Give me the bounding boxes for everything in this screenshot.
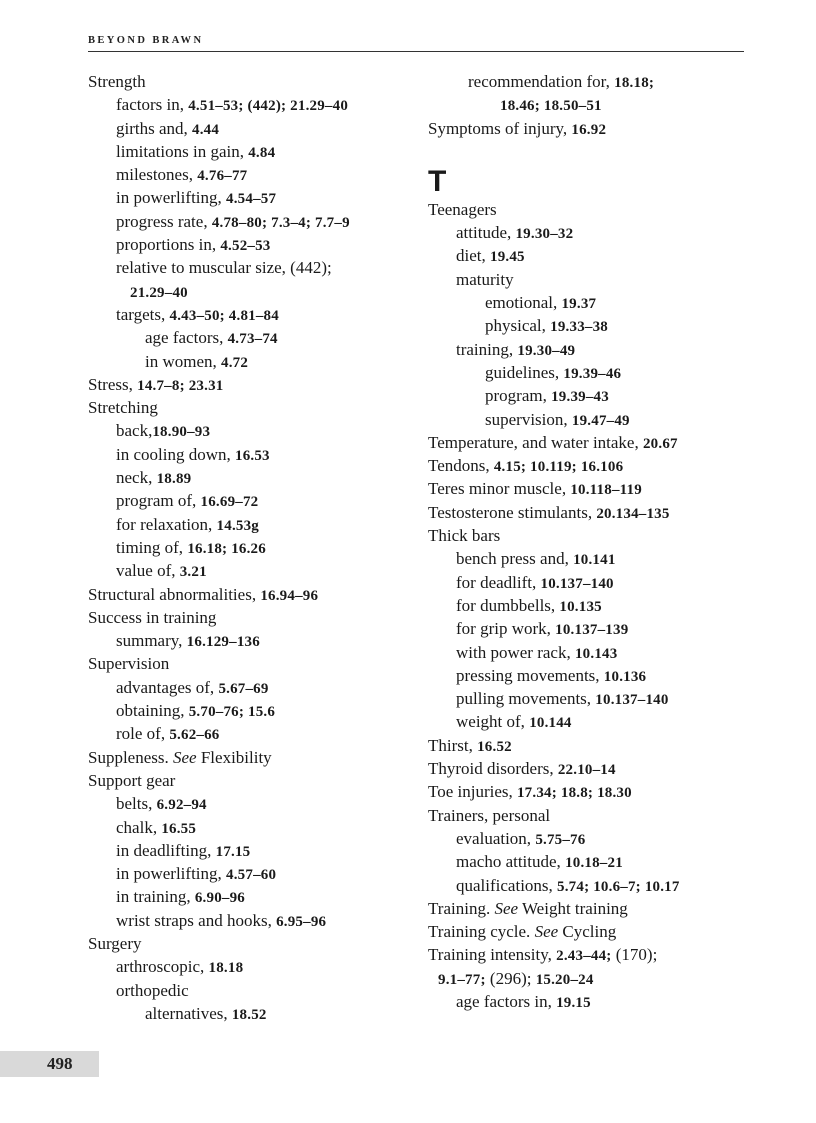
page-locator: 16.52 (477, 738, 512, 755)
index-term: guidelines, (485, 362, 564, 382)
index-entry (88, 326, 418, 349)
page-locator: 4.78–80; 7.3–4; 7.7–9 (211, 214, 350, 231)
index-term: Teenagers (428, 199, 497, 219)
page-locator: 14.53g (216, 517, 259, 534)
page-locator: 18.18; (614, 75, 655, 91)
index-term: for grip work, (456, 619, 556, 639)
index-term: alternatives, (145, 1003, 232, 1023)
index-term: bench press and, (456, 549, 574, 569)
index-term: Testosterone stimulants, (428, 502, 597, 522)
page-locator: 17.15 (215, 843, 251, 860)
page-locator: 20.67 (642, 435, 678, 452)
index-entry (88, 140, 418, 163)
page-locator: 18.89 (156, 471, 192, 488)
index-entry (428, 641, 744, 664)
index-term: age factors in, (456, 991, 557, 1011)
index-entry (428, 93, 744, 116)
index-entry (88, 722, 418, 745)
page-number: 498 (47, 1054, 73, 1073)
index-column-left (88, 70, 418, 1025)
index-term: Teres minor muscle, (428, 479, 571, 499)
index-entry (428, 571, 744, 594)
index-term: Tendons, (428, 456, 494, 476)
page-locator: 14.7–8; 23.31 (137, 377, 224, 394)
index-entry (88, 117, 418, 140)
index-entry (428, 314, 744, 337)
page-locator: 18.46; 18.50–51 (500, 98, 602, 115)
index-term: for relaxation, (116, 514, 217, 534)
index-term: in deadlifting, (116, 840, 216, 860)
index-group-s-continued (428, 70, 744, 140)
index-entry (88, 163, 418, 186)
index-term: Thirst, (428, 735, 478, 755)
index-entry (428, 827, 744, 850)
index-entry (88, 256, 418, 279)
index-entry (428, 734, 744, 757)
index-entry (88, 396, 418, 419)
index-term: belts, (116, 794, 157, 814)
index-entry (88, 862, 418, 885)
index-term: chalk, (116, 817, 162, 837)
section-letter-heading: T (428, 164, 447, 198)
index-term: Training intensity, (428, 945, 557, 965)
index-entry (428, 664, 744, 687)
index-entry (428, 920, 744, 943)
index-term: macho attitude, (456, 852, 566, 872)
index-entry (88, 233, 418, 256)
page-locator: 6.95–96 (276, 913, 327, 930)
index-term: advantages of, (116, 677, 219, 697)
page-locator: 22.10–14 (557, 762, 616, 779)
index-entry (428, 804, 744, 827)
page-locator: 16.55 (161, 820, 197, 837)
page-locator: 4.73–74 (227, 331, 278, 348)
index-term: Strength (88, 72, 146, 91)
index-term: Structural abnormalities, (88, 584, 261, 604)
index-entry (88, 280, 418, 303)
page-locator: 10.137–140 (595, 692, 669, 709)
index-entry (428, 454, 744, 477)
index-term: attitude, (456, 223, 516, 243)
index-term: Symptoms of injury, (428, 118, 572, 138)
index-term: proportions in, (116, 235, 221, 255)
page-locator: 4.54–57 (226, 191, 277, 208)
page-locator: 5.67–69 (218, 680, 269, 697)
index-term: relative to muscular size, (442); (116, 258, 332, 278)
index-term: emotional, (485, 293, 562, 313)
page-locator: 16.18; 16.26 (187, 540, 266, 557)
see-reference: See (494, 898, 519, 918)
index-entry (88, 699, 418, 722)
index-term: Thyroid disorders, (428, 759, 558, 779)
page-locator: 18.90–93 (152, 424, 211, 441)
page-locator: 6.92–94 (156, 797, 207, 814)
index-column-right (428, 70, 744, 1013)
index-entry (428, 687, 744, 710)
index-term: in women, (145, 351, 222, 371)
index-entry (88, 303, 418, 326)
index-entry (88, 955, 418, 978)
index-entry (88, 839, 418, 862)
index-term: in powerlifting, (116, 188, 227, 208)
index-entry (88, 1002, 418, 1025)
index-entry (428, 477, 744, 500)
index-term: with power rack, (456, 642, 575, 662)
index-term: pressing movements, (456, 665, 604, 685)
index-term: evaluation, (456, 828, 536, 848)
index-entry (428, 501, 744, 524)
index-entry (88, 792, 418, 815)
index-entry (88, 210, 418, 233)
index-term-continued: Weight training (518, 898, 628, 918)
page-locator: 15.20–24 (535, 971, 594, 988)
index-entry (88, 489, 418, 512)
index-term: Trainers, personal (428, 805, 551, 825)
see-reference: See (534, 922, 559, 942)
index-entry (428, 547, 744, 570)
index-entry (428, 361, 744, 384)
index-term: Toe injuries, (428, 782, 517, 802)
index-entry (428, 408, 744, 431)
index-entry (88, 816, 418, 839)
section-gap (428, 140, 744, 152)
index-entry (428, 117, 744, 140)
index-term: Temperature, and water intake, (428, 432, 643, 452)
index-entry (428, 897, 744, 920)
page-locator: 16.69–72 (200, 494, 259, 511)
index-entry (88, 93, 418, 116)
page-locator: 19.45 (490, 249, 525, 266)
index-entry (428, 757, 744, 780)
index-entry (428, 594, 744, 617)
index-term: age factors, (145, 328, 228, 348)
index-term: program of, (116, 491, 201, 511)
page-locator: 10.118–119 (570, 482, 642, 499)
page-locator: 19.15 (556, 994, 591, 1011)
page-locator: 4.44 (192, 121, 220, 138)
index-entry (88, 606, 418, 629)
index-group-t (428, 198, 744, 1013)
page-locator: 10.143 (574, 645, 618, 662)
index-term: recommendation for, (468, 72, 615, 91)
index-term-continued: Flexibility (196, 747, 272, 767)
index-term: for dumbbells, (456, 595, 560, 615)
index-term: role of, (116, 724, 170, 744)
page-locator: 16.94–96 (260, 587, 319, 604)
index-entry (88, 373, 418, 396)
index-entry (88, 979, 418, 1002)
see-reference: See (173, 747, 197, 767)
page-locator: 4.15; 10.119; 16.106 (493, 459, 624, 476)
page-locator: 18.52 (231, 1006, 267, 1023)
page-locator: 18.18 (208, 960, 244, 977)
page-locator: 19.39–46 (563, 365, 622, 382)
index-term: limitations in gain, (116, 141, 249, 161)
index-entry (88, 70, 418, 93)
index-entry (88, 676, 418, 699)
index-entry (88, 350, 418, 373)
index-entry (428, 990, 744, 1013)
index-term: Stress, (88, 374, 138, 394)
page-locator: 9.1–77; (438, 971, 486, 988)
index-entry (88, 559, 418, 582)
index-term: neck, (116, 468, 157, 488)
page-locator: 10.141 (573, 552, 616, 569)
index-entry (88, 885, 418, 908)
index-term: orthopedic (116, 980, 189, 1000)
index-term-continued: (296); (485, 968, 536, 988)
page-locator: 6.90–96 (194, 890, 246, 907)
page-locator: 19.37 (561, 296, 597, 313)
index-term: pulling movements, (456, 689, 596, 709)
index-term: Surgery (88, 933, 142, 953)
index-term: in cooling down, (116, 444, 235, 464)
index-term: diet, (456, 246, 490, 266)
index-entry (88, 746, 418, 769)
page-locator: 16.129–136 (186, 634, 260, 651)
index-term: milestones, (116, 165, 198, 185)
index-term: weight of, (456, 712, 530, 732)
page-locator: 19.39–43 (551, 389, 609, 406)
index-entry (428, 268, 744, 291)
page-locator: 4.72 (221, 354, 249, 371)
index-term: back, (116, 421, 153, 441)
page-locator: 5.62–66 (169, 727, 220, 744)
index-term: value of, (116, 561, 180, 581)
index-entry (428, 291, 744, 314)
index-term: timing of, (116, 537, 188, 557)
index-entry (428, 943, 744, 966)
running-head: BEYOND BRAWN (88, 35, 204, 46)
index-entry (88, 186, 418, 209)
index-entry (88, 419, 418, 442)
page-locator: 19.33–38 (550, 319, 609, 336)
index-term: in powerlifting, (116, 864, 227, 884)
index-entry (88, 652, 418, 675)
page-locator: 16.92 (571, 121, 607, 138)
index-entry (428, 874, 744, 897)
index-entry (428, 338, 744, 361)
index-term: targets, (116, 304, 170, 324)
index-term: girths and, (116, 118, 193, 138)
index-term: wrist straps and hooks, (116, 910, 277, 930)
page-locator: 5.70–76; 15.6 (188, 704, 276, 721)
index-entry (428, 221, 744, 244)
page-locator: 19.30–32 (515, 226, 574, 243)
index-term: for deadlift, (456, 572, 541, 592)
index-entry (88, 443, 418, 466)
index-entry (88, 466, 418, 489)
page-locator: 4.57–60 (226, 867, 277, 884)
page-locator: 5.74; 10.6–7; 10.17 (557, 878, 680, 895)
page-locator: 16.53 (235, 447, 270, 464)
index-term: program, (485, 386, 552, 406)
index-term: Training cycle. (428, 922, 535, 942)
page-locator: 19.47–49 (571, 412, 630, 429)
header-rule (88, 51, 744, 52)
index-entry (88, 909, 418, 932)
page-locator: 4.76–77 (197, 168, 248, 185)
index-term: qualifications, (456, 875, 558, 895)
page-locator: 10.136 (603, 668, 647, 685)
page-locator: 19.30–49 (517, 342, 576, 359)
index-entry (88, 536, 418, 559)
page-locator: 4.84 (248, 144, 276, 161)
page-locator: 17.34; 18.8; 18.30 (516, 785, 632, 802)
index-term: Success in training (88, 607, 217, 627)
index-entry (428, 431, 744, 454)
index-entry (88, 769, 418, 792)
page-locator: 4.52–53 (220, 238, 271, 255)
index-entry (428, 617, 744, 640)
index-term-continued: Cycling (558, 922, 617, 942)
index-entry (428, 244, 744, 267)
index-term: supervision, (485, 409, 572, 429)
index-entry (428, 967, 744, 990)
page-locator: 4.43–50; 4.81–84 (169, 307, 279, 324)
page-locator: 10.137–139 (555, 622, 629, 639)
page-locator: 10.144 (529, 715, 572, 732)
index-entry (428, 524, 744, 547)
index-entry (88, 932, 418, 955)
index-term: Thick bars (428, 526, 501, 546)
index-term: in training, (116, 887, 195, 907)
page-locator: 2.43–44; (556, 948, 612, 965)
index-term: progress rate, (116, 211, 212, 231)
index-term: Training. (428, 898, 495, 918)
index-entry (88, 583, 418, 606)
index-term: obtaining, (116, 701, 189, 721)
page-locator: 5.75–76 (535, 831, 586, 848)
index-entry (428, 198, 744, 221)
index-term: Suppleness. (88, 747, 173, 767)
index-entry (428, 384, 744, 407)
index-term: Supervision (88, 654, 170, 674)
index-term: Stretching (88, 398, 158, 418)
index-term: arthroscopic, (116, 957, 209, 977)
index-term: factors in, (116, 95, 189, 115)
page-locator: 10.18–21 (565, 855, 623, 872)
page-locator: 3.21 (179, 564, 207, 581)
index-entry (88, 513, 418, 536)
page-locator: 10.135 (559, 598, 602, 615)
index-entry (428, 710, 744, 733)
index-entry (428, 850, 744, 873)
index-term-continued: (170); (611, 945, 658, 965)
page-locator: 20.134–135 (596, 505, 670, 522)
index-term: training, (456, 339, 518, 359)
index-term: summary, (116, 631, 187, 651)
page-locator: 10.137–140 (540, 575, 614, 592)
index-entry (428, 780, 744, 803)
index-entry (88, 629, 418, 652)
page-locator: 21.29–40 (130, 284, 188, 301)
index-term: physical, (485, 316, 551, 336)
page-locator: 4.51–53; (442); 21.29–40 (188, 98, 349, 115)
index-term: maturity (456, 269, 514, 289)
index-term: Support gear (88, 770, 176, 790)
index-entry (428, 70, 744, 93)
